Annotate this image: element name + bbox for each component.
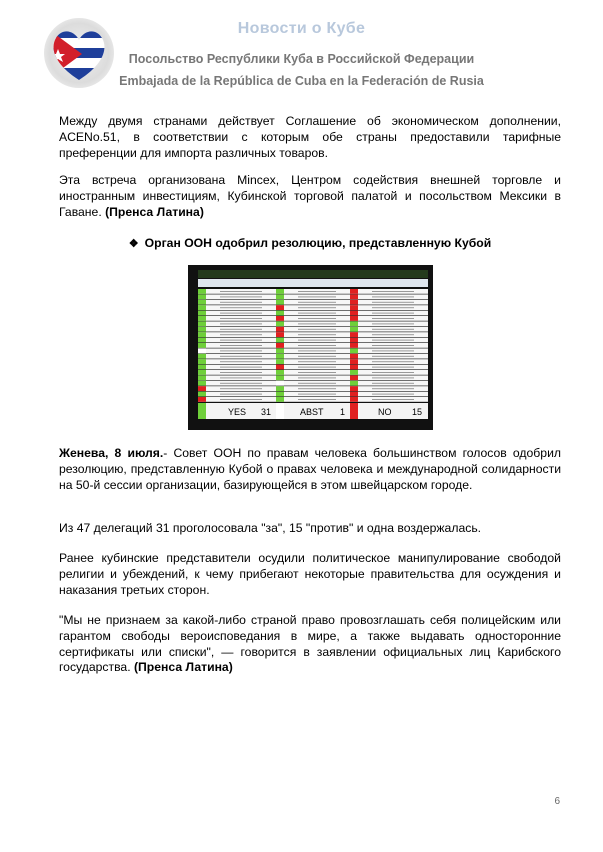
- country-name-placeholder: [372, 350, 414, 351]
- dateline: Женева, 8 июля.: [59, 446, 164, 460]
- paragraph-statement: [59, 613, 561, 676]
- country-name-placeholder: [372, 356, 414, 357]
- country-name-placeholder: [298, 361, 336, 362]
- country-name-placeholder: [220, 291, 262, 292]
- vote-indicator: [198, 365, 206, 370]
- country-name-placeholder: [298, 296, 336, 297]
- country-name-placeholder: [220, 383, 262, 384]
- country-name-placeholder: [372, 377, 414, 378]
- newsletter-title: Новости о Кубе: [237, 20, 366, 37]
- vote-indicator: [198, 294, 206, 299]
- vote-indicator: [350, 370, 358, 375]
- country-name-placeholder: [372, 307, 414, 308]
- country-name-placeholder: [298, 313, 336, 314]
- vote-indicator: [276, 316, 284, 321]
- vote-indicator: [276, 365, 284, 370]
- country-name-placeholder: [298, 323, 336, 324]
- embassy-name-es: Embajada de la República de Cuba en la Federación de Rusia: [119, 74, 484, 88]
- paragraph-text: - Совет ООН по правам человека большинством голосов одобрил резолюцию, представленную Кубой о правах человека и международной солидарности на 50-й сессии организации, базирующейся в этом швейцарском городе.: [59, 446, 561, 492]
- vote-indicator: [198, 327, 206, 332]
- country-name-placeholder: [372, 329, 414, 330]
- country-name-placeholder: [220, 361, 262, 362]
- country-name-placeholder: [298, 377, 336, 378]
- vote-indicator: [276, 300, 284, 305]
- vote-indicator: [198, 386, 206, 391]
- paragraph-vote-count: Из 47 делегаций 31 проголосовала "за", 15 "против" и одна воздержалась.: [59, 521, 482, 535]
- country-name-placeholder: [220, 399, 262, 400]
- country-name-placeholder: [298, 399, 336, 400]
- paragraph-ace: Между двумя странами действует Соглашение об экономическом дополнении, ACENo.51, в соответствии с которым обе страны предоставили тарифные преференции для импорта различных товаров.: [59, 114, 561, 160]
- paragraph-text: "Мы не признаем за какой-либо страной право провозглашать себя полицейским или гарантом свободы вероисповедания в мире, а также выдавать односторонние сертификаты или списки", — говорится в заявлении официальных лиц Карибского государства.: [59, 613, 561, 675]
- vote-indicator: [276, 294, 284, 299]
- paragraph-geneva: [59, 446, 561, 493]
- vote-indicator: [276, 305, 284, 310]
- vote-indicator: [276, 338, 284, 343]
- country-name-placeholder: [220, 345, 262, 346]
- country-name-placeholder: [298, 388, 336, 389]
- vote-indicator: [198, 397, 206, 402]
- abst-tally: [276, 403, 350, 419]
- source-credit: (Пренса Латина): [105, 204, 204, 219]
- vote-indicator: [276, 381, 284, 386]
- vote-indicator: [350, 386, 358, 391]
- vote-indicator: [350, 289, 358, 294]
- country-name-placeholder: [298, 307, 336, 308]
- vote-indicator: [276, 354, 284, 359]
- vote-indicator: [276, 392, 284, 397]
- country-name-placeholder: [298, 340, 336, 341]
- country-name-placeholder: [298, 394, 336, 395]
- country-name-placeholder: [372, 318, 414, 319]
- vote-indicator: [198, 311, 206, 316]
- yes-tally: [198, 403, 276, 419]
- vote-indicator: [198, 343, 206, 348]
- vote-indicator: [276, 375, 284, 380]
- vote-indicator: [198, 381, 206, 386]
- vote-indicator: [198, 338, 206, 343]
- no-count: 15: [412, 407, 423, 417]
- vote-indicator: [198, 332, 206, 337]
- country-name-placeholder: [372, 334, 414, 335]
- country-name-placeholder: [372, 291, 414, 292]
- vote-indicator: [198, 354, 206, 359]
- country-name-placeholder: [298, 291, 336, 292]
- vote-results-image: [188, 265, 433, 430]
- vote-indicator: [350, 338, 358, 343]
- vote-indicator: [350, 332, 358, 337]
- paragraph-religion: Ранее кубинские представители осудили политическое манипулирование свободой религии и убеждений, к чему прибегают некоторые правительства для осуждения и наказания третьих сторон.: [59, 551, 561, 597]
- country-name-placeholder: [372, 372, 414, 373]
- embassy-name-ru: Посольство Республики Куба в Российской Федерации: [128, 52, 475, 66]
- vote-indicator: [198, 305, 206, 310]
- country-name-placeholder: [220, 307, 262, 308]
- no-tally: [350, 403, 428, 419]
- country-name-placeholder: [372, 323, 414, 324]
- section-heading: [59, 236, 561, 250]
- country-name-placeholder: [220, 334, 262, 335]
- vote-indicator: [198, 348, 206, 353]
- vote-indicator: [276, 321, 284, 326]
- abst-count: 1: [340, 407, 346, 417]
- vote-indicator: [276, 359, 284, 364]
- vote-indicator: [350, 311, 358, 316]
- vote-indicator: [350, 348, 358, 353]
- country-name-placeholder: [220, 329, 262, 330]
- country-name-placeholder: [298, 334, 336, 335]
- vote-indicator: [350, 365, 358, 370]
- vote-indicator: [350, 343, 358, 348]
- vote-indicator: [350, 327, 358, 332]
- yes-count: 31: [261, 407, 272, 417]
- country-name-placeholder: [372, 399, 414, 400]
- country-name-placeholder: [372, 361, 414, 362]
- country-name-placeholder: [298, 329, 336, 330]
- country-name-placeholder: [298, 302, 336, 303]
- country-name-placeholder: [220, 340, 262, 341]
- country-name-placeholder: [220, 377, 262, 378]
- country-name-placeholder: [298, 383, 336, 384]
- vote-indicator: [350, 305, 358, 310]
- country-name-placeholder: [220, 356, 262, 357]
- vote-indicator: [198, 321, 206, 326]
- vote-indicator: [198, 289, 206, 294]
- paragraph-meeting: [59, 173, 561, 220]
- vote-indicator: [276, 348, 284, 353]
- vote-indicator: [350, 316, 358, 321]
- vote-indicator: [198, 392, 206, 397]
- vote-indicator: [276, 289, 284, 294]
- vote-indicator: [350, 397, 358, 402]
- country-name-placeholder: [298, 367, 336, 368]
- country-name-placeholder: [220, 296, 262, 297]
- country-name-placeholder: [298, 372, 336, 373]
- country-name-placeholder: [220, 372, 262, 373]
- country-name-placeholder: [220, 313, 262, 314]
- vote-indicator: [276, 343, 284, 348]
- page-number: 6: [554, 796, 560, 807]
- vote-indicator: [276, 397, 284, 402]
- country-name-placeholder: [372, 313, 414, 314]
- vote-indicator: [276, 370, 284, 375]
- vote-indicator: [350, 381, 358, 386]
- paragraph-text: Эта встреча организована Mincex, Центром содействия внешней торговле и иностранным инвестициям, Кубинской торговой палатой и посольством Мексики в Гаване.: [59, 173, 561, 219]
- yes-label: YES: [228, 407, 247, 417]
- vote-indicator: [350, 359, 358, 364]
- vote-indicator: [198, 375, 206, 380]
- vote-indicator: [198, 316, 206, 321]
- country-name-placeholder: [220, 318, 262, 319]
- country-name-placeholder: [372, 296, 414, 297]
- page-header: [0, 0, 603, 100]
- country-name-placeholder: [298, 345, 336, 346]
- country-name-placeholder: [220, 302, 262, 303]
- vote-indicator: [350, 392, 358, 397]
- vote-indicator: [350, 300, 358, 305]
- vote-indicator: [350, 294, 358, 299]
- country-name-placeholder: [220, 388, 262, 389]
- country-name-placeholder: [298, 318, 336, 319]
- country-name-placeholder: [372, 367, 414, 368]
- heading-text: Орган ООН одобрил резолюцию, представленную Кубой: [144, 236, 492, 250]
- no-label: NO: [378, 407, 392, 417]
- vote-indicator: [276, 311, 284, 316]
- vote-indicator: [350, 375, 358, 380]
- country-name-placeholder: [372, 340, 414, 341]
- diamond-bullet-icon: ❖: [128, 238, 139, 250]
- country-name-placeholder: [220, 323, 262, 324]
- vote-indicator: [198, 370, 206, 375]
- vote-indicator: [276, 327, 284, 332]
- country-name-placeholder: [298, 350, 336, 351]
- country-name-placeholder: [220, 367, 262, 368]
- vote-indicator: [350, 321, 358, 326]
- country-name-placeholder: [372, 345, 414, 346]
- vote-indicator: [198, 300, 206, 305]
- abst-label: ABST: [300, 407, 324, 417]
- vote-indicator: [276, 332, 284, 337]
- country-name-placeholder: [220, 394, 262, 395]
- country-name-placeholder: [372, 394, 414, 395]
- vote-indicator: [198, 359, 206, 364]
- source-credit: (Пренса Латина): [133, 660, 233, 675]
- country-name-placeholder: [372, 388, 414, 389]
- country-name-placeholder: [298, 356, 336, 357]
- country-name-placeholder: [372, 383, 414, 384]
- vote-indicator: [276, 386, 284, 391]
- vote-indicator: [350, 354, 358, 359]
- country-name-placeholder: [220, 350, 262, 351]
- country-name-placeholder: [372, 302, 414, 303]
